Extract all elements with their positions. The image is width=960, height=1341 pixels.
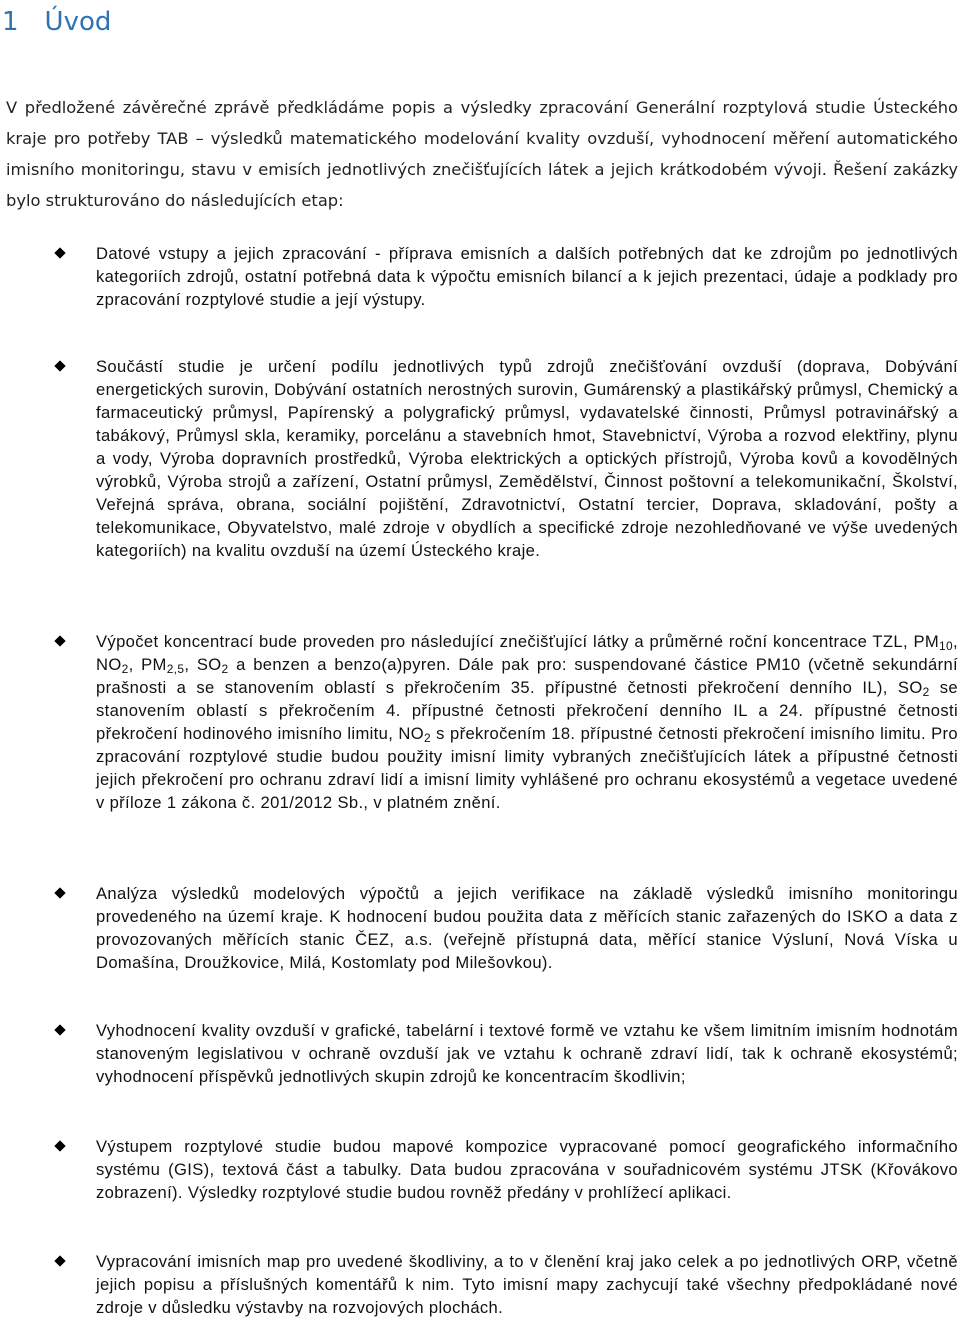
list-item-text: Vypracování imisních map pro uvedené škodliviny, a to v členění kraj jako celek a po jednotlivých ORP, včetně jejich popisu a příslušných komentářů k nim. Tyto imisní mapy zachycují také všechny předpokládané nové zdroje v důsledku výstavby na rozvojových plochách. [96, 1252, 958, 1317]
list-item-text: Součástí studie je určení podílu jednotlivých typů zdrojů znečišťování ovzduší (doprava, Dobývání energetických surovin, Dobývání ostatních nerostných surovin, Gumárenský a plastikářský průmysl, Chemický a farmaceutický průmysl, Papírenský a polygrafický průmysl, vydavatelské činnosti, Průmysl potravinářský a tabákový, Průmysl skla, keramiky, porcelánu a stavebních hmot, Stavebnictví, Výroba a rozvod elektřiny, plynu a vody, Výroba dopravních prostředků, Výroba elektrických a optických přístrojů, Výroba kovů a kovodělných výrobků, Výroba strojů a zařízení, Ostatní průmysl, Zemědělství, Činnost poštovní a telekomunikační, Školství, Veřejná správa, obrana, sociální pojištění, Zdravotnictví, Ostatní tercier, Doprava, skladování, pošty a telekomunikace, Obyvatelstvo, malé zdroje v obydlích a specifické zdroje nezohledňované ve výše uvedených kategoriích) na kvalitu ovzduší na území Ústeckého kraje. [96, 357, 958, 560]
diamond-bullet-icon [54, 360, 65, 371]
list-item-text: Výstupem rozptylové studie budou mapové kompozice vypracované pomocí geografického informačního systému (GIS), textová část a tabulky. Data budou zpracována v souřadnicovém systému JTSK (Křovákovo zobrazení). Výsledky rozptylové studie budou rovněž předány v prohlížecí aplikaci. [96, 1137, 958, 1202]
section-heading [2, 2, 111, 42]
list-item [96, 882, 958, 974]
diamond-bullet-icon [54, 1255, 65, 1266]
diamond-bullet-icon [54, 1024, 65, 1035]
list-item [96, 355, 958, 562]
diamond-bullet-icon [54, 887, 65, 898]
list-item [96, 242, 958, 311]
diamond-bullet-icon [54, 247, 65, 258]
list-item [96, 630, 958, 814]
list-item-text: Analýza výsledků modelových výpočtů a jejich verifikace na základě výsledků imisního monitoringu provedeného na území kraje. K hodnocení budou použita data z měřících stanic zařazených do ISKO a data z provozovaných měřících stanic ČEZ, a.s. (veřejně přístupná data, měřící stanice Výsluní, Nová Víska u Domašína, Droužkovice, Milá, Kostomlaty pod Milešovkou). [96, 884, 958, 972]
list-item [96, 1019, 958, 1088]
diamond-bullet-icon [54, 635, 65, 646]
list-item [96, 1135, 958, 1204]
diamond-bullet-icon [54, 1140, 65, 1151]
list-item-text: Výpočet koncentrací bude proveden pro následující znečišťující látky a průměrné roční koncentrace TZL, $PM_{10}$, $NO_2$, $PM_{2,5}$, $SO_2$ a benzen a benzo(a)pyren. Dále pak pro: suspendované částice PM10 (včetně sekundární prašnosti a se stanovením oblastí s překročením 35. přípustné četnosti překročení denního IL), $SO_2$ se stanovením oblastí s překročením 4. přípustné četnosti překročení denního IL a 24. přípustné četnosti překročení hodinového imisního limitu, $NO_2$ s překročením 18. přípustné četnosti překročení imisního limitu. Pro zpracování rozptylové studie budou použity imisní limity vybraných znečišťujících látek a přípustné četnosti jejich překročení pro ochranu zdraví lidí a imisní limity vyhlášené pro ochranu ekosystémů a vegetace uvedené v příloze 1 zákona č. 201/2012 Sb., v platném znění. [96, 632, 959, 812]
list-item-text: Datové vstupy a jejich zpracování - příprava emisních a dalších potřebných dat ke zdrojům po jednotlivých kategoriích zdrojů, ostatní potřebná data k výpočtu emisních bilancí a k jejich prezentaci, údaje a podklady pro zpracování rozptylové studie a její výstupy. [96, 244, 958, 309]
intro-paragraph: V předložené závěrečné zprávě předkládáme popis a výsledky zpracování Generální rozptylová studie Ústeckého kraje pro potřeby TAB – výsledků matematického modelování kvality ovzduší, vyhodnocení měření automatického imisního monitoringu, stavu v emisích jednotlivých znečišťujících látek a jejich krátkodobém vývoji. Řešení zakázky bylo strukturováno do následujících etap: [6, 98, 958, 210]
list-item-text: Vyhodnocení kvality ovzduší v grafické, tabelární i textové formě ve vztahu ke všem limitním imisním hodnotám stanoveným legislativou v ochraně ovzduší jak ve vztahu k ochraně zdraví lidí, tak k ochraně ekosystémů; vyhodnocení příspěvků jednotlivých skupin zdrojů ke koncentracím škodlivin; [96, 1021, 958, 1086]
list-item [96, 1250, 958, 1319]
section-number: 1 [2, 7, 19, 37]
section-title: Úvod [44, 7, 112, 37]
